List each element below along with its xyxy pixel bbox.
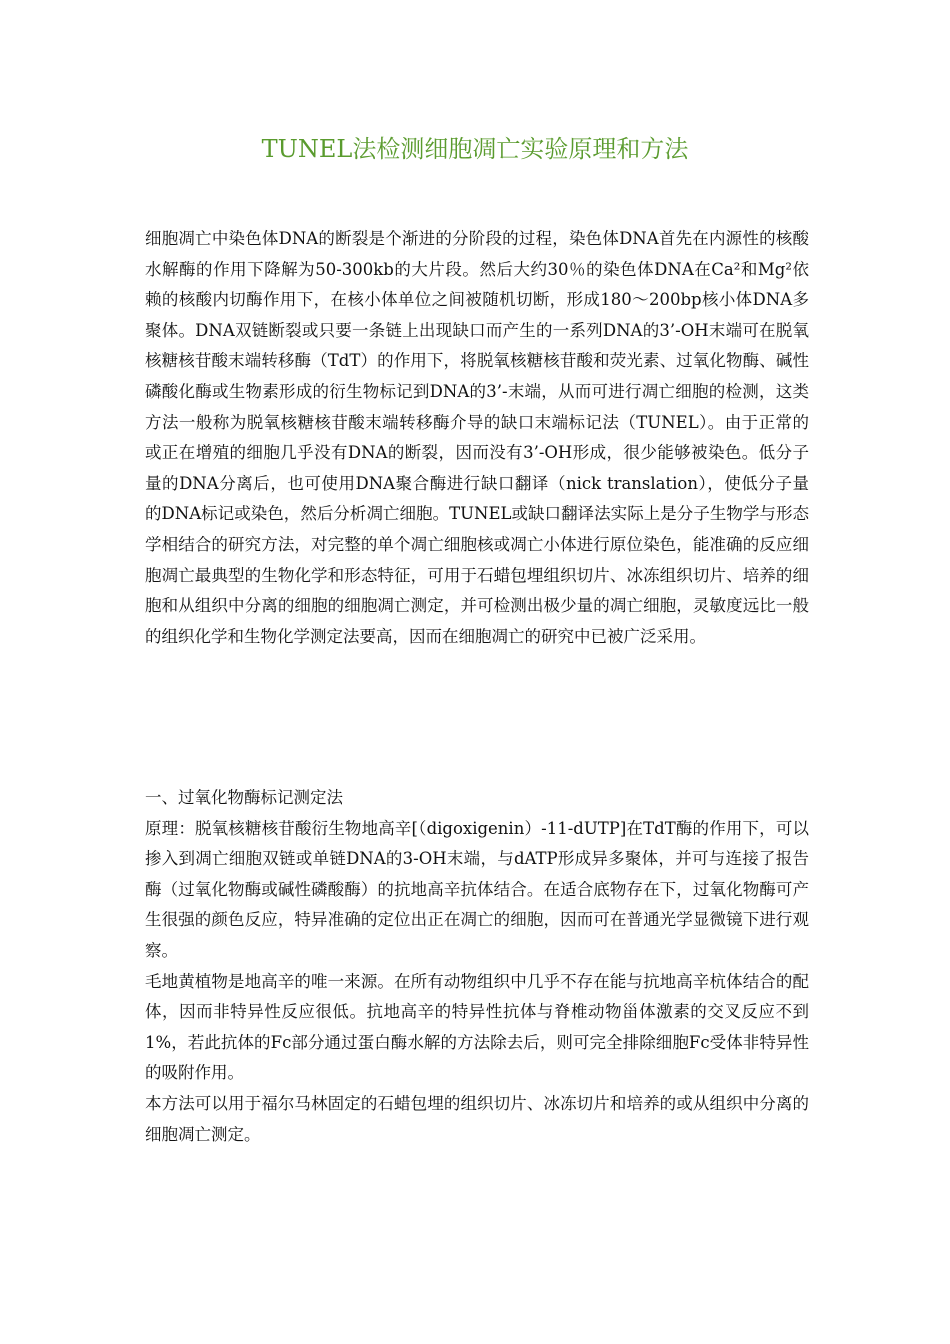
intro-section [145, 224, 809, 652]
principle-paragraph: 原理：脱氧核糖核苷酸衍生物地高辛[（digoxigenin）-11-dUTP]在TdT酶的作用下，可以掺入到凋亡细胞双链或单链DNA的3-OH末端，与dATP形成异多聚体，并可与连接了报告酶（过氧化物酶或碱性磷酸酶）的抗地高辛抗体结合。在适合底物存在下，过氧化物酶可产生很强的颜色反应，特异准确的定位出正在凋亡的细胞，因而可在普通光学显微镜下进行观察。 [145, 818, 809, 960]
intro-paragraph: 细胞凋亡中染色体DNA的断裂是个渐进的分阶段的过程，染色体DNA首先在内源性的核酸水解酶的作用下降解为50-300kb的大片段。然后大约30％的染色体DNA在Ca²和Mg²依赖的核酸内切酶作用下，在核小体单位之间被随机切断，形成180～200bp核小体DNA多聚体。DNA双链断裂或只要一条链上出现缺口而产生的一系列DNA的3’-OH末端可在脱氧核糖核苷酸末端转移酶（TdT）的作用下，将脱氧核糖核苷酸和荧光素、过氧化物酶、碱性磷酸化酶或生物素形成的衍生物标记到DNA的3’-末端，从而可进行凋亡细胞的检测，这类方法一般称为脱氧核糖核苷酸末端转移酶介导的缺口末端标记法（TUNEL）。由于正常的或正在增殖的细胞几乎没有DNA的断裂，因而没有3’-OH形成，很少能够被染色。低分子量的DNA分离后，也可使用DNA聚合酶进行缺口翻译（nick translation），使低分子量的DNA标记或染色，然后分析凋亡细胞。TUNEL或缺口翻译法实际上是分子生物学与形态学相结合的研究方法，对完整的单个凋亡细胞核或凋亡小体进行原位染色，能准确的反应细胞凋亡最典型的生物化学和形态特征，可用于石蜡包埋组织切片、冰冻组织切片、培养的细胞和从组织中分离的细胞的细胞凋亡测定，并可检测出极少量的凋亡细胞，灵敏度远比一般的组织化学和生物化学测定法要高，因而在细胞凋亡的研究中已被广泛采用。 [145, 229, 809, 646]
document-title: TUNEL法检测细胞凋亡实验原理和方法 [261, 135, 689, 163]
application-paragraph: 本方法可以用于福尔马林固定的石蜡包埋的组织切片、冰冻切片和培养的或从组织中分离的细胞凋亡测定。 [145, 1093, 809, 1144]
digoxigenin-paragraph: 毛地黄植物是地高辛的唯一来源。在所有动物组织中几乎不存在能与抗地高辛杭体结合的配体，因而非特异性反应很低。抗地高辛的特异性抗体与脊椎动物甾体激素的交叉反应不到1%，若此抗体的Fc部分通过蛋白酶水解的方法除去后，则可完全排除细胞Fc受体非特异性的吸附作用。 [145, 971, 809, 1083]
section-heading: 一、过氧化物酶标记测定法 [145, 788, 343, 807]
peroxidase-section [145, 783, 809, 1150]
